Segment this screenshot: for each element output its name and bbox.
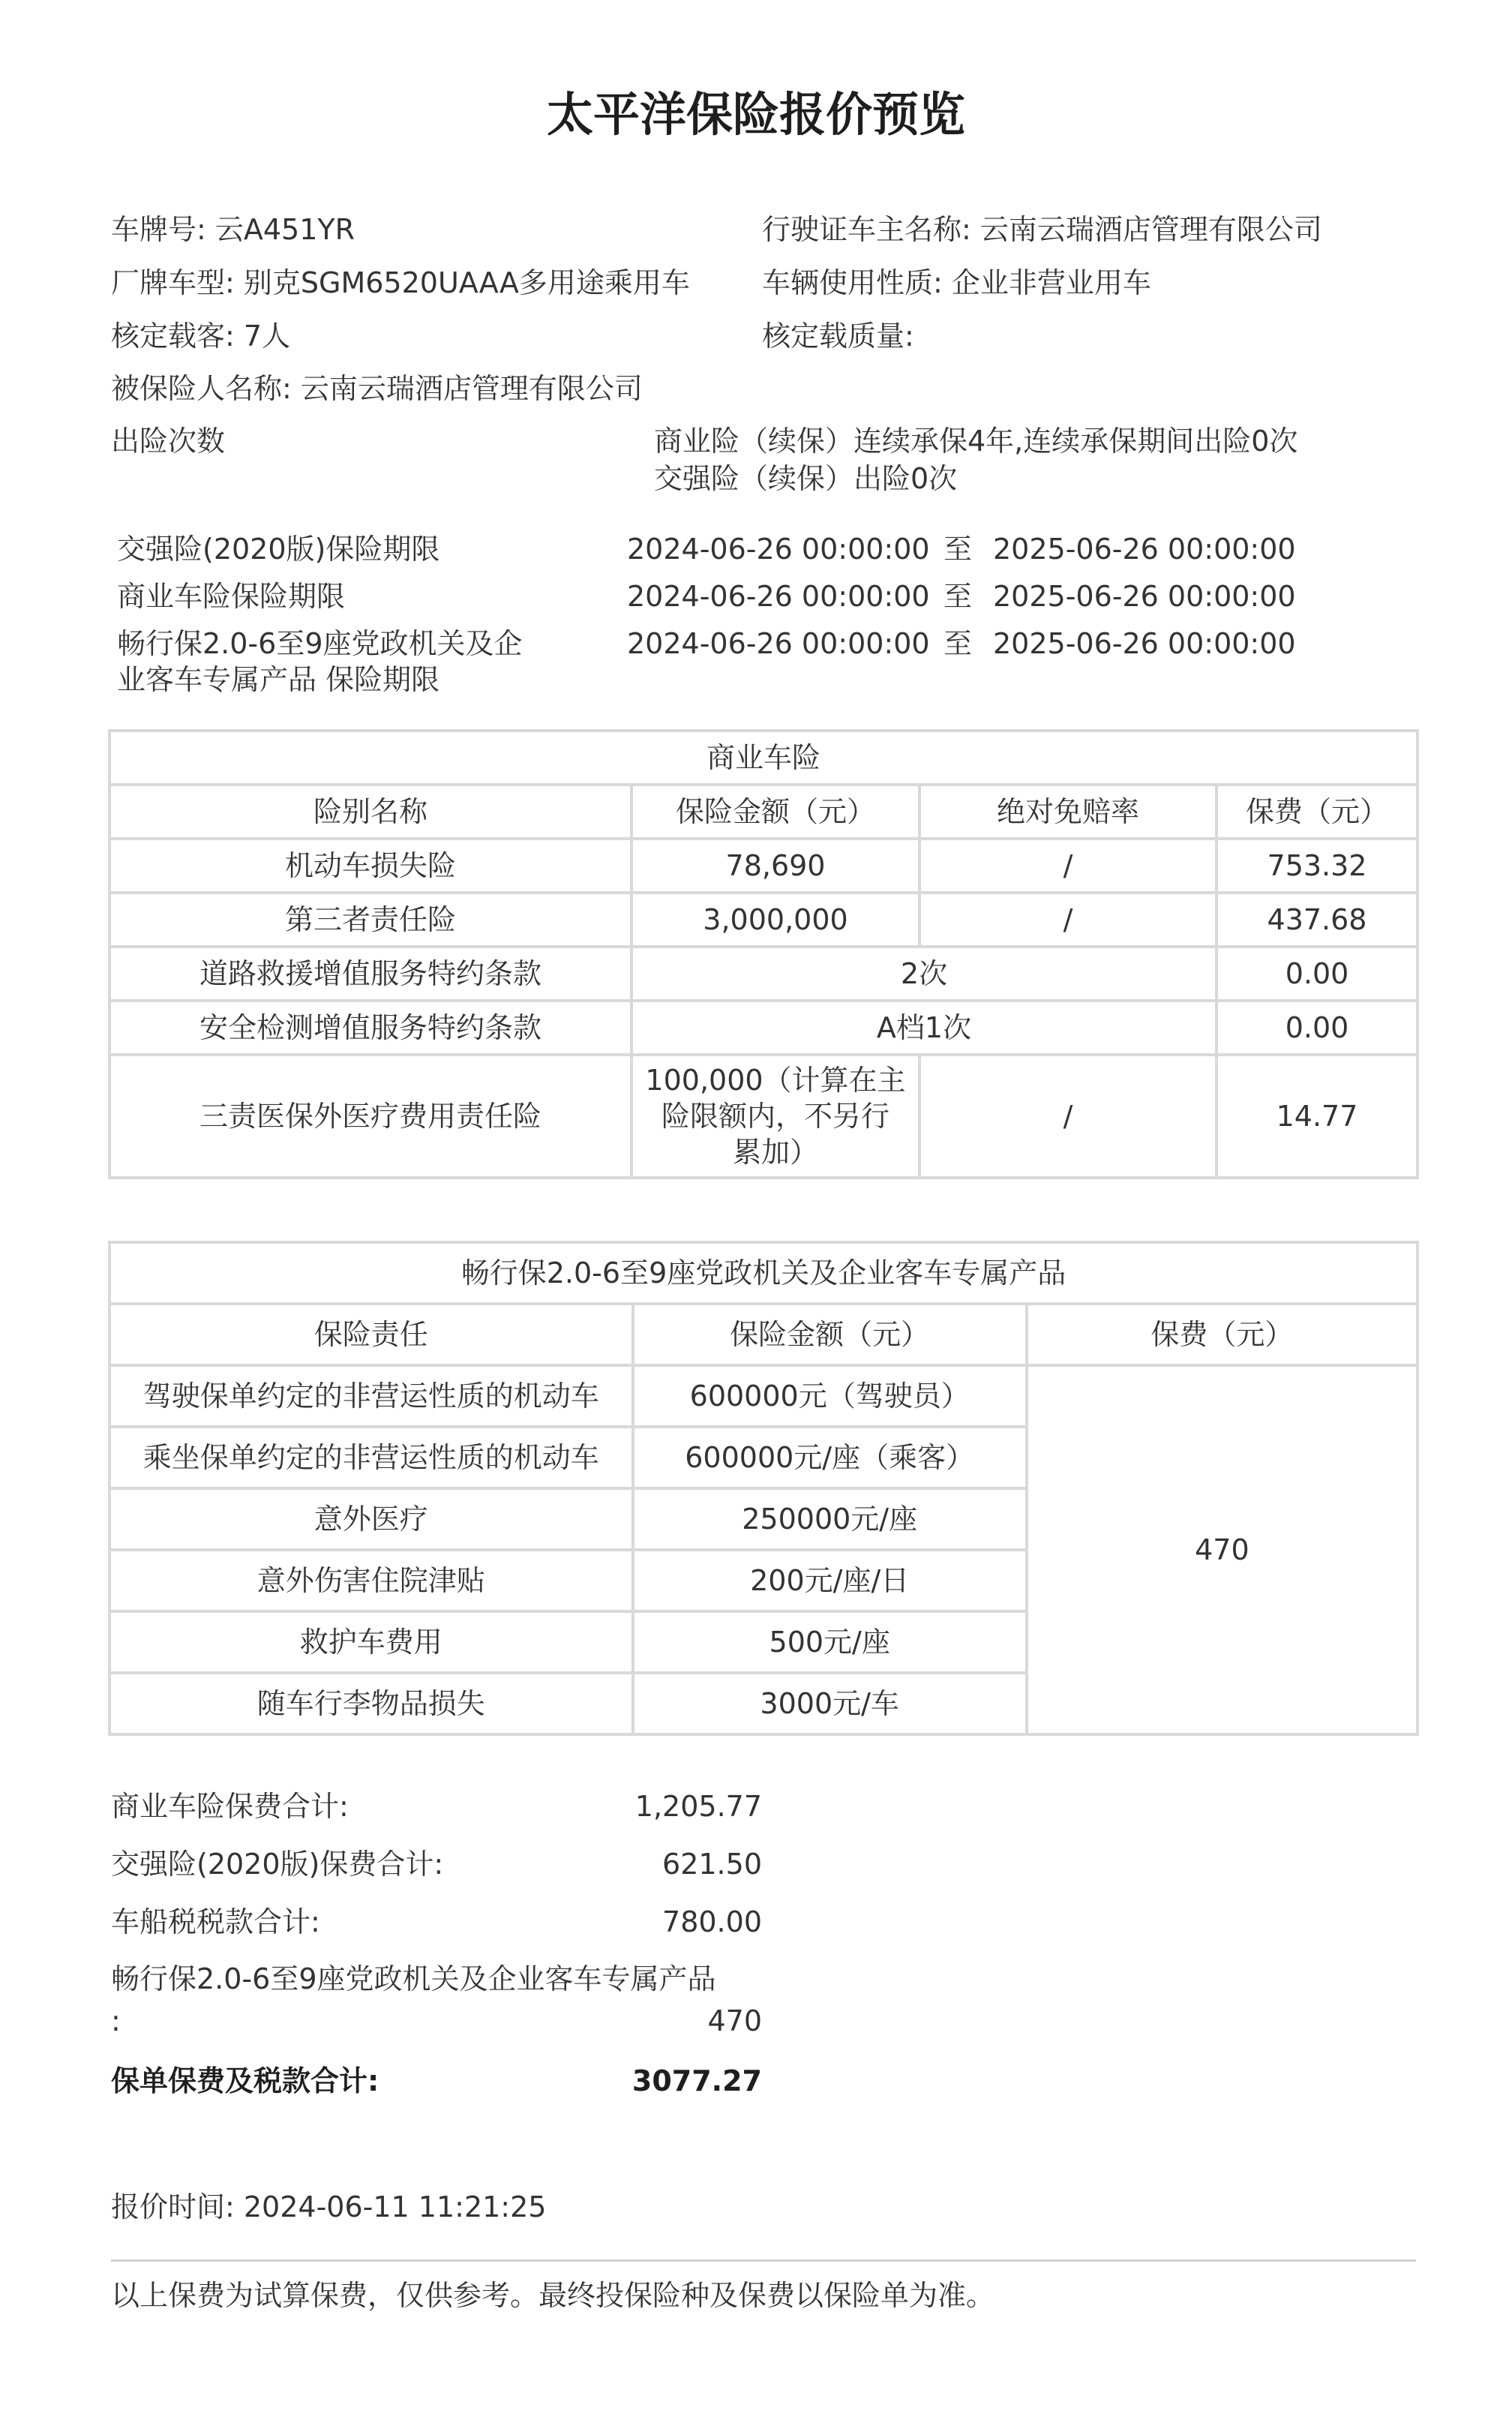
coverage-amount: 78,690 (633, 840, 918, 891)
column-header: 绝对免赔率 (921, 786, 1215, 837)
liability-name: 意外医疗 (111, 1490, 632, 1548)
liability-amount: 3000元/车 (634, 1674, 1025, 1733)
table-row (111, 840, 1416, 891)
grand-total-label: 保单保费及税款合计: (111, 2064, 380, 2097)
coverage-premium: 0.00 (1218, 1002, 1416, 1053)
period-to: 至 (944, 627, 973, 660)
load-capacity: 核定载质量: (762, 320, 914, 353)
period-start: 2024-06-26 00:00:00 (627, 580, 930, 613)
deductible-rate: / (921, 894, 1215, 945)
commercial-table (108, 729, 1419, 1179)
table-caption: 畅行保2.0-6至9座党政机关及企业客车专属产品 (111, 1244, 1416, 1302)
coverage-amount: 3,000,000 (633, 894, 918, 945)
period-to: 至 (944, 580, 973, 613)
deductible-rate: / (921, 840, 1215, 891)
vessel-tax-label: 车船税税款合计: (111, 1905, 320, 1938)
liability-amount: 250000元/座 (634, 1490, 1025, 1548)
column-header: 保险金额（元） (633, 786, 918, 837)
vessel-tax-value: 780.00 (662, 1905, 762, 1938)
table-caption: 商业车险 (111, 732, 1416, 783)
liability-name: 救护车费用 (111, 1613, 632, 1671)
coverage-name: 安全检测增值服务特约条款 (111, 1002, 630, 1053)
commercial-total-label: 商业车险保费合计: (111, 1790, 349, 1823)
liability-name: 驾驶保单约定的非营运性质的机动车 (111, 1367, 632, 1425)
column-header: 险别名称 (111, 786, 630, 837)
coverage-name: 第三者责任险 (111, 894, 630, 945)
amount-line: 险限额内，不另行 (661, 1100, 890, 1133)
period-name: 业客车专属产品 保险期限 (117, 663, 440, 696)
coverage-detail: A档1次 (633, 1002, 1215, 1053)
changxing-total-label: 畅行保2.0-6至9座党政机关及企业客车专属产品 (111, 1962, 716, 1995)
liability-amount: 600000元/座（乘客） (634, 1428, 1025, 1487)
amount-line: 100,000（计算在主 (645, 1064, 906, 1097)
compulsory-total-label: 交强险(2020版)保费合计: (111, 1848, 444, 1881)
changxing-total-colon: : (111, 2004, 121, 2037)
liability-amount: 200元/座/日 (634, 1551, 1025, 1610)
liability-name: 乘坐保单约定的非营运性质的机动车 (111, 1428, 632, 1487)
vehicle-usage: 车辆使用性质: 企业非营业用车 (762, 266, 1151, 299)
divider (111, 2259, 1416, 2262)
table-row (111, 1367, 1416, 1425)
column-header: 保费（元） (1028, 1305, 1416, 1364)
column-header: 保险金额（元） (634, 1305, 1025, 1364)
claims-compulsory: 交强险（续保）出险0次 (654, 462, 958, 495)
coverage-name: 机动车损失险 (111, 840, 630, 891)
period-name: 畅行保2.0-6至9座党政机关及企 (117, 627, 523, 660)
amount-line: 累加） (732, 1136, 818, 1169)
claims-commercial: 商业险（续保）连续承保4年,连续承保期间出险0次 (654, 425, 1298, 458)
disclaimer: 以上保费为试算保费，仅供参考。最终投保险种及保费以保险单为准。 (111, 2279, 995, 2312)
coverage-premium: 437.68 (1218, 894, 1416, 945)
period-end: 2025-06-26 00:00:00 (993, 627, 1296, 660)
changxing-premium: 470 (1028, 1367, 1416, 1733)
grand-total-value: 3077.27 (632, 2064, 762, 2097)
claims-label: 出险次数 (111, 425, 226, 458)
coverage-premium: 753.32 (1218, 840, 1416, 891)
period-start: 2024-06-26 00:00:00 (627, 533, 930, 566)
changxing-total-value: 470 (707, 2004, 762, 2037)
quote-time: 报价时间: 2024-06-11 11:21:25 (111, 2190, 547, 2223)
insured-name: 被保险人名称: 云南云瑞酒店管理有限公司 (111, 372, 643, 405)
column-header: 保险责任 (111, 1305, 632, 1364)
coverage-premium: 14.77 (1218, 1056, 1416, 1176)
license-owner: 行驶证车主名称: 云南云瑞酒店管理有限公司 (762, 213, 1322, 246)
period-name: 商业车险保险期限 (117, 580, 346, 613)
liability-name: 随车行李物品损失 (111, 1674, 632, 1733)
table-row (111, 1056, 1416, 1176)
coverage-detail: 2次 (633, 948, 1215, 999)
table-row (111, 948, 1416, 999)
period-start: 2024-06-26 00:00:00 (627, 627, 930, 660)
coverage-name: 道路救援增值服务特约条款 (111, 948, 630, 999)
seat-capacity: 核定载客: 7人 (111, 320, 291, 353)
liability-amount: 600000元（驾驶员） (634, 1367, 1025, 1425)
compulsory-total-value: 621.50 (662, 1848, 762, 1881)
coverage-name: 三责医保外医疗费用责任险 (111, 1056, 630, 1176)
liability-name: 意外伤害住院津贴 (111, 1551, 632, 1610)
plate-number: 车牌号: 云A451YR (111, 213, 356, 246)
vehicle-model: 厂牌车型: 别克SGM6520UAAA多用途乘用车 (111, 266, 690, 299)
table-row (111, 894, 1416, 945)
period-end: 2025-06-26 00:00:00 (993, 533, 1296, 566)
period-end: 2025-06-26 00:00:00 (993, 580, 1296, 613)
commercial-total-value: 1,205.77 (634, 1790, 762, 1823)
period-to: 至 (944, 533, 973, 566)
coverage-premium: 0.00 (1218, 948, 1416, 999)
page-title: 太平洋保险报价预览 (546, 87, 965, 142)
period-name: 交强险(2020版)保险期限 (117, 533, 440, 566)
liability-amount: 500元/座 (634, 1613, 1025, 1671)
table-row (111, 1002, 1416, 1053)
coverage-amount (633, 1056, 918, 1176)
changxing-table (108, 1241, 1419, 1736)
column-header: 保费（元） (1218, 786, 1416, 837)
deductible-rate: / (921, 1056, 1215, 1176)
